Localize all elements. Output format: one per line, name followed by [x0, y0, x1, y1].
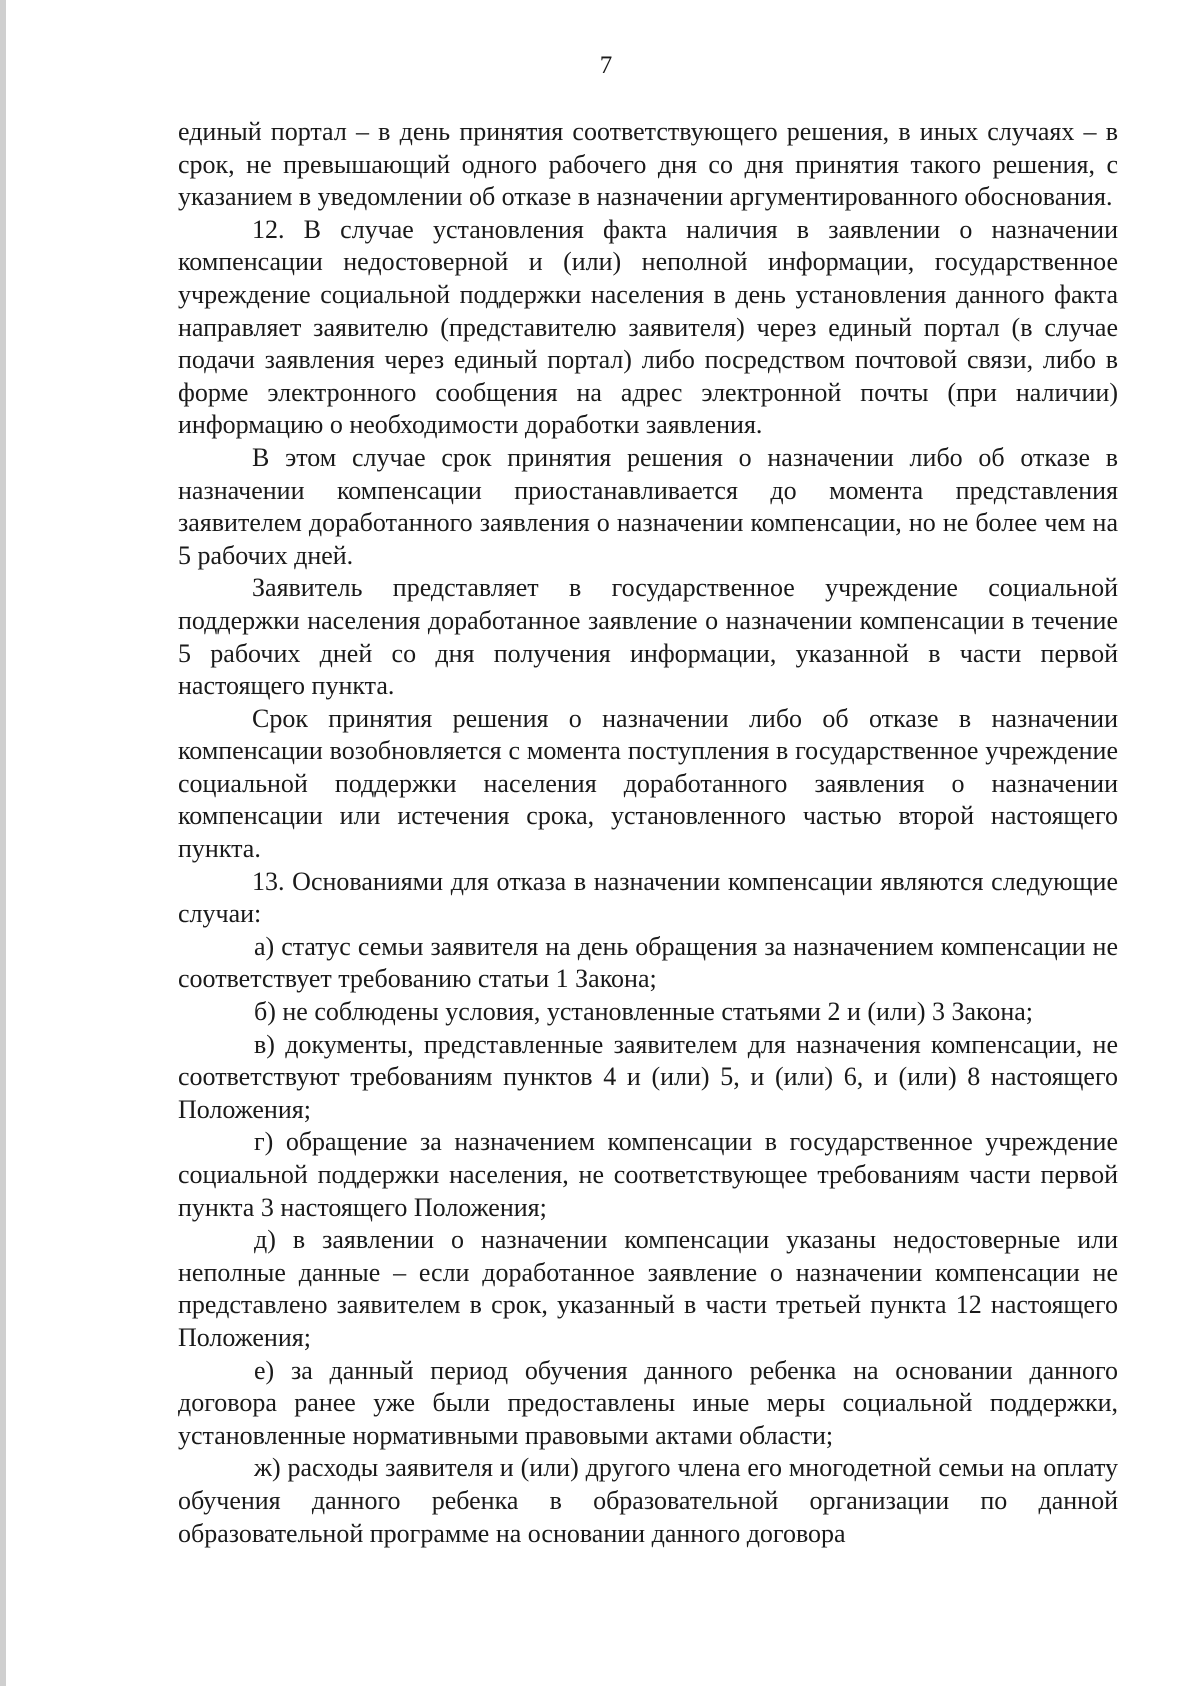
list-item-b: б) не соблюдены условия, установленные статьями 2 и (или) 3 Закона; [254, 997, 1034, 1027]
list-item-d: д) в заявлении о назначении компенсации указаны недостоверные или неполные данные – если доработанное заявление о назначении компенсации не представлено заявителем в срок, указанный в части третьей пункта 12 настоящего Положения; [178, 1225, 1118, 1352]
list-item-zh: ж) расходы заявителя и (или) другого члена его многодетной семьи на оплату обучения данного ребенка в образовательной организации по данной образовательной программе на основании данного договора [178, 1453, 1118, 1548]
paragraph-1: единый портал – в день принятия соответствующего решения, в иных случаях – в срок, не превышающий одного рабочего дня со дня принятия такого решения, с указанием в уведомлении об отказе в назначении аргументированного обоснования. [178, 117, 1118, 212]
list-item-v: в) документы, представленные заявителем для назначения компенсации, не соответствуют требованиям пунктов 4 и (или) 5, и (или) 6, и (или) 8 настоящего Положения; [178, 1029, 1118, 1124]
list-item-e: е) за данный период обучения данного ребенка на основании данного договора ранее уже были предоставлены иные меры социальной поддержки, установленные нормативными правовыми актами области; [178, 1355, 1118, 1450]
list-item-g: г) обращение за назначением компенсации в государственное учреждение социальной поддержки населения, не соответствующее требованиям части первой пункта 3 настоящего Положения; [178, 1127, 1118, 1222]
paragraph-4: Заявитель представляет в государственное учреждение социальной поддержки населения доработанное заявление о назначении компенсации в течение 5 рабочих дней со дня получения информации, указанной в части первой настоящего пункта. [178, 573, 1118, 701]
paragraph-2: 12. В случае установления факта наличия в заявлении о назначении компенсации недостоверной и (или) неполной информации, государственное учреждение социальной поддержки населения в день установления данного факта направляет заявителю (представителю заявителя) через единый портал (в случае подачи заявления через единый портал) либо посредством почтовой связи, либо в форме электронного сообщения на адрес электронной почты (при наличии) информацию о необходимости доработки заявления. [178, 214, 1118, 440]
paragraph-5: Срок принятия решения о назначении либо об отказе в назначении компенсации возобновляется с момента поступления в государственное учреждение социальной поддержки населения доработанного заявления о назначении компенсации или истечения срока, установленного частью второй настоящего пункта. [178, 703, 1118, 864]
paragraph-3: В этом случае срок принятия решения о назначении либо об отказе в назначении компенсации приостанавливается до момента представления заявителем доработанного заявления о назначении компенсации, но не более чем на 5 рабочих дней. [178, 442, 1118, 570]
page-number: 7 [599, 52, 613, 79]
document-body [178, 116, 1118, 1550]
list-item-a: а) статус семьи заявителя на день обращения за назначением компенсации не соответствует требованию статьи 1 Закона; [178, 931, 1118, 994]
paragraph-6: 13. Основаниями для отказа в назначении компенсации являются следующие случаи: [178, 866, 1118, 929]
